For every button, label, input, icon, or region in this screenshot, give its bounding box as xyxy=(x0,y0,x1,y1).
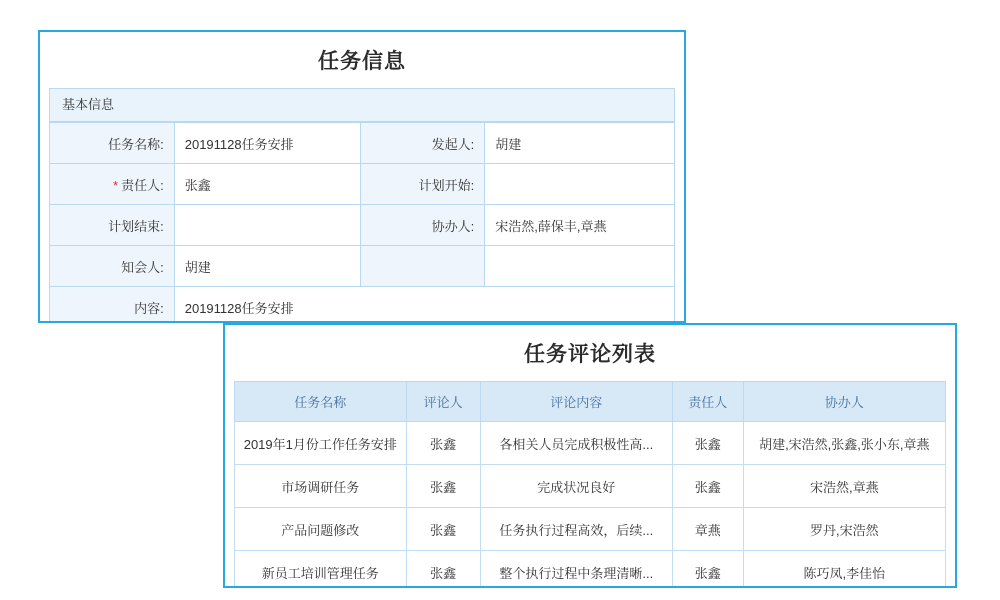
comment-row xyxy=(235,422,946,465)
collaborator-label: 协办人: xyxy=(360,205,485,246)
commenter-link[interactable]: 张鑫 xyxy=(406,508,480,551)
required-asterisk: * xyxy=(113,177,119,193)
empty-value-cell xyxy=(485,246,675,287)
comment-list-title: 任务评论列表 xyxy=(524,343,656,366)
comment-text: 整个执行过程中条理清晰... xyxy=(480,551,672,589)
owner-label-text: 责任人: xyxy=(121,177,164,193)
owner-value: 张鑫 xyxy=(174,164,360,205)
column-header-task-name: 任务名称 xyxy=(235,382,407,422)
cc-label: 知会人: xyxy=(50,246,175,287)
form-row-plan-end xyxy=(50,205,675,246)
collaborators-text: 陈巧凤,李佳怡 xyxy=(743,551,945,589)
form-row-cc xyxy=(50,246,675,287)
owner-link[interactable]: 章燕 xyxy=(672,508,743,551)
form-row-owner xyxy=(50,164,675,205)
task-info-title: 任务信息 xyxy=(318,50,406,73)
collaborator-value: 宋浩然,薛保丰,章燕 xyxy=(485,205,675,246)
collaborators-text: 宋浩然,章燕 xyxy=(743,465,945,508)
basic-info-section-header: 基本信息 xyxy=(49,88,675,122)
content-label: 内容: xyxy=(50,287,175,324)
task-info-form xyxy=(49,122,675,323)
empty-label-cell xyxy=(360,246,485,287)
commenter-link[interactable]: 张鑫 xyxy=(406,422,480,465)
task-name-link[interactable]: 新员工培训管理任务 xyxy=(235,551,407,589)
plan-start-value xyxy=(485,164,675,205)
owner-label xyxy=(50,164,175,205)
collaborators-text: 胡建,宋浩然,张鑫,张小东,章燕 xyxy=(743,422,945,465)
owner-link[interactable]: 张鑫 xyxy=(672,551,743,589)
cc-value: 胡建 xyxy=(174,246,360,287)
initiator-label: 发起人: xyxy=(360,123,485,164)
form-row-task-name xyxy=(50,123,675,164)
comment-row xyxy=(235,551,946,589)
comment-row xyxy=(235,465,946,508)
column-header-collaborators: 协办人 xyxy=(743,382,945,422)
column-header-comment: 评论内容 xyxy=(480,382,672,422)
task-name-value: 20191128任务安排 xyxy=(174,123,360,164)
task-info-panel xyxy=(38,30,686,323)
comment-row xyxy=(235,508,946,551)
task-name-link[interactable]: 2019年1月份工作任务安排 xyxy=(235,422,407,465)
collaborators-text: 罗丹,宋浩然 xyxy=(743,508,945,551)
content-value: 20191128任务安排 xyxy=(174,287,674,324)
plan-end-value xyxy=(174,205,360,246)
plan-end-label: 计划结束: xyxy=(50,205,175,246)
column-header-commenter: 评论人 xyxy=(406,382,480,422)
owner-link[interactable]: 张鑫 xyxy=(672,465,743,508)
comment-text: 完成状况良好 xyxy=(480,465,672,508)
comment-list-table xyxy=(234,381,946,588)
task-comment-list-panel xyxy=(223,323,957,588)
initiator-value: 胡建 xyxy=(485,123,675,164)
comment-table-header-row xyxy=(235,382,946,422)
form-row-content xyxy=(50,287,675,324)
task-name-label: 任务名称: xyxy=(50,123,175,164)
plan-start-label: 计划开始: xyxy=(360,164,485,205)
commenter-link[interactable]: 张鑫 xyxy=(406,465,480,508)
column-header-owner: 责任人 xyxy=(672,382,743,422)
task-name-link[interactable]: 产品问题修改 xyxy=(235,508,407,551)
task-name-link[interactable]: 市场调研任务 xyxy=(235,465,407,508)
comment-text: 各相关人员完成积极性高... xyxy=(480,422,672,465)
comment-text: 任务执行过程高效，后续... xyxy=(480,508,672,551)
owner-link[interactable]: 张鑫 xyxy=(672,422,743,465)
commenter-link[interactable]: 张鑫 xyxy=(406,551,480,589)
